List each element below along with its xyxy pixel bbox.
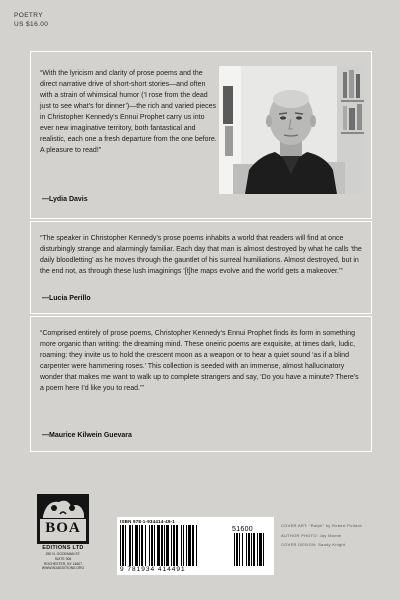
barcode-bar — [236, 533, 238, 566]
barcode-bar — [253, 533, 255, 566]
category-price-block — [14, 12, 48, 29]
publisher-imprint: EDITIONS LTD — [42, 545, 84, 551]
barcode-bar — [259, 533, 262, 566]
isbn-barcode — [117, 517, 274, 575]
publisher-logo — [37, 494, 89, 576]
barcode-bar — [248, 533, 250, 566]
address-line: WWW.BOAEDITIONS.ORG — [41, 566, 85, 571]
address-line: ROCHESTER, NY 14607 — [43, 561, 83, 566]
barcode-bar — [183, 525, 184, 566]
blurb-quote: “The speaker in Christopher Kennedy’s prose poems inhabits a world that readers will find at once disturbingly strange and alarmingly familiar. Each day that man is almost destroyed by what he calls ‘the daily bloodletting’ as he moves through the gauntlet of his surreal humiliations. Almost destroyed, but in the end not, as through these lush imaginings ‘[t]he maps evolve and the world gets a makeover.’” — [40, 235, 362, 275]
barcode-digits: 9 781934 414491 — [120, 566, 230, 573]
blurb-quote: “Comprised entirely of prose poems, Christopher Kennedy’s Ennui Prophet finds its form in something more organic than writing: the dreaming mind. These oneiric poems are exquisite, at times dark, ludic, roaming: they invite us to hold the crescent moon as a weapon or to hear a quiet sound ‘as if a blind carpenter were hammering roses.’ This collection is seeded with an immense, almost hallucinatory wonder that makes me want to walk up to complete strangers and say, ‘Do you have a minute? There’s a poem here I’d like you to read.’” — [40, 330, 359, 392]
barcode-bar — [176, 525, 178, 566]
barcode-bar — [132, 525, 133, 566]
barcode-bar — [192, 525, 194, 566]
blurb-box-1 — [30, 51, 372, 219]
barcode-bar — [196, 525, 197, 566]
barcode-bar — [139, 525, 140, 566]
barcode-bar — [154, 525, 155, 566]
barcode-bar — [263, 533, 264, 566]
genre-label: POETRY — [14, 12, 44, 19]
retail-price: US $16.00 — [14, 20, 49, 28]
blurb-quote: “With the lyricism and clarity of prose poems and the direct narrative drive of short-short stories—and often with a strain of whimsical humor (‘I rose from the dead just to see what’s for dinner’)—the rich and varied pieces in Christopher Kennedy’s Ennui Prophet carry us into ever new imaginative territory, both fantastical and realistic, each one a fresh departure from the one before. A pleasure to read!” — [40, 70, 217, 154]
credit-line: COVER DESIGN: Sandy Knight — [281, 542, 346, 547]
barcode-bar — [129, 525, 131, 566]
barcode-bar — [122, 525, 124, 566]
barcode-bars — [120, 525, 271, 572]
barcode-bar — [120, 525, 121, 566]
barcode-bar — [181, 525, 182, 566]
barcode-bar — [173, 525, 175, 566]
barcode-bar — [242, 533, 243, 566]
barcode-bar — [171, 525, 172, 566]
barcode-bar — [166, 525, 169, 566]
address-line: SUITE 306 — [54, 556, 72, 561]
blurb-attribution: —Lucia Perillo — [42, 295, 91, 302]
isbn-label: ISBN 978-1-934414-49-1 — [120, 519, 175, 524]
cover-credits — [281, 521, 362, 550]
blurb-attribution: —Lydia Davis — [42, 196, 88, 203]
barcode-bar — [145, 525, 146, 566]
price-code: 51600 — [232, 526, 253, 533]
address-line: 250 N. GOODMAN ST. — [45, 552, 81, 556]
author-photo-art — [219, 66, 364, 194]
author-photo — [219, 66, 364, 194]
credit-line: COVER ART: “Ralph” by Robert Pollard — [281, 523, 362, 528]
publisher-address — [37, 552, 89, 571]
barcode-bar — [186, 525, 187, 566]
credit-line: AUTHOR PHOTO: Jay Mumm — [281, 532, 342, 538]
publisher-name: BOA — [45, 520, 81, 536]
barcode-bar — [246, 533, 247, 566]
barcode-bar — [188, 525, 191, 566]
barcode-bar — [234, 533, 235, 566]
barcode-bar — [257, 533, 258, 566]
blurb-box-2 — [30, 221, 372, 314]
blurb-attribution: —Maurice Kilwein Guevara — [42, 432, 132, 439]
barcode-bar — [161, 525, 163, 566]
blurb-box-3 — [30, 316, 372, 452]
barcode-bar — [125, 525, 126, 566]
barcode-bar — [151, 525, 153, 566]
barcode-bar — [141, 525, 143, 566]
barcode-bar — [251, 533, 252, 566]
barcode-bar — [157, 525, 160, 566]
barcode-bar — [164, 525, 165, 566]
barcode-bar — [239, 533, 240, 566]
barcode-bar — [135, 525, 138, 566]
barcode-bar — [149, 525, 150, 566]
